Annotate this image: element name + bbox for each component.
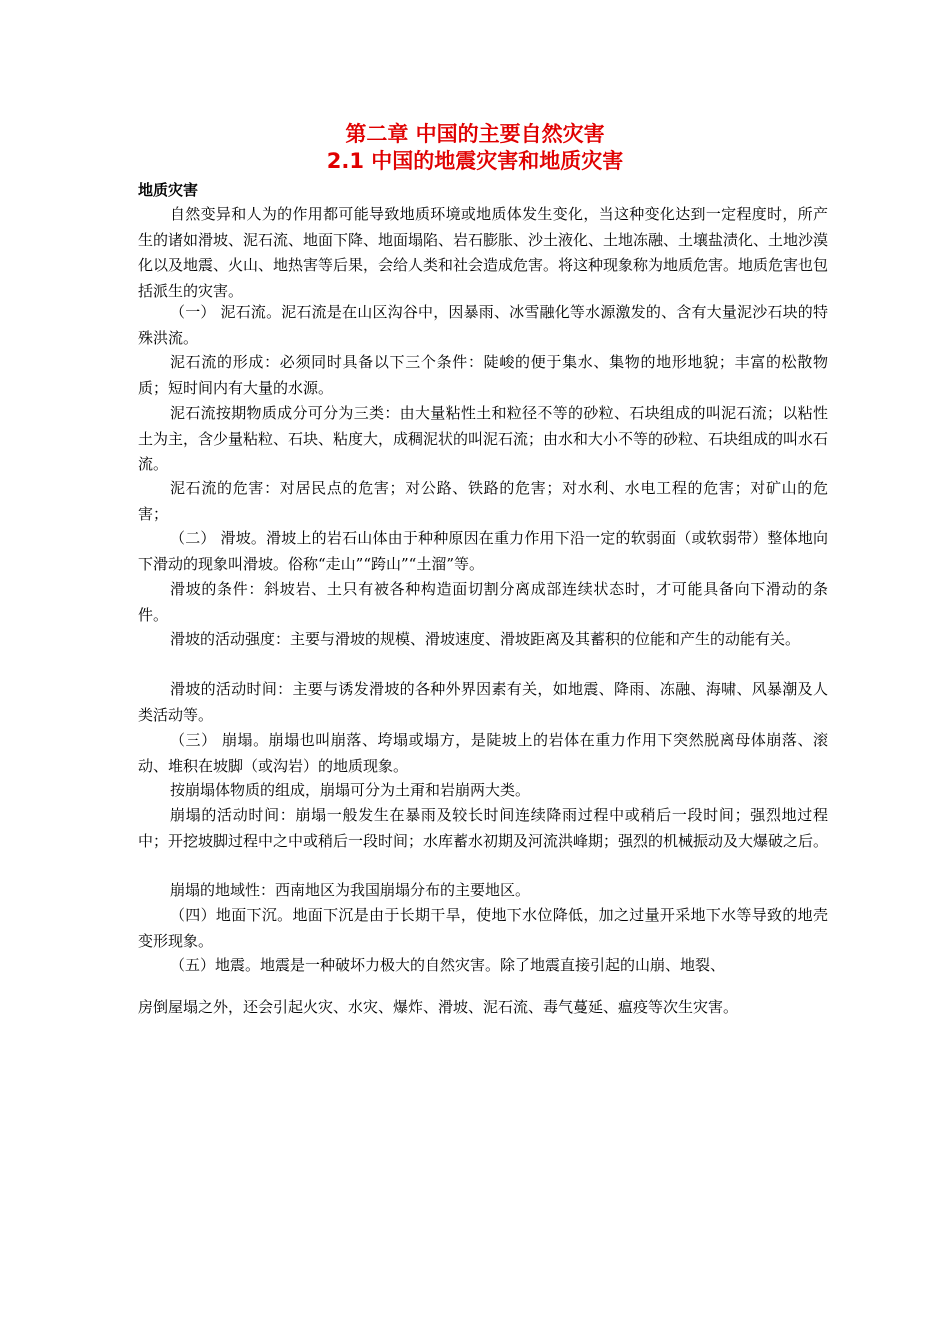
paragraph-debris-flow: （一） 泥石流。泥石流是在山区沟谷中，因暴雨、冰雪融化等水源激发的、含有大量泥沙石块的特殊洪流。 [138,303,828,347]
paragraph-subsidence: （四）地面下沉。地面下沉是由于长期干旱，使地下水位降低，加之过量开采地下水等导致的地壳变形现象。 [138,906,828,950]
paragraph-earthquake: （五）地震。地震是一种破坏力极大的自然灾害。除了地震直接引起的山崩、地裂、 [170,956,726,974]
paragraph-earthquake-continued: 房倒屋塌之外，还会引起火灾、水灾、爆炸、滑坡、泥石流、毒气蔓延、瘟疫等次生灾害。 [138,998,739,1016]
paragraph-collapse-timing: 崩塌的活动时间：崩塌一般发生在暴雨及较长时间连续降雨过程中或稍后一段时间；强烈地过程中；开挖坡脚过程中之中或稍后一段时间；水库蓄水初期及河流洪峰期；强烈的机械振动及大爆破之后。 [138,806,829,850]
paragraph-collapse: （三） 崩塌。崩塌也叫崩落、垮塌或塌方，是陡坡上的岩体在重力作用下突然脱离母体崩落、滚动、堆积在坡脚（或沟岩）的地质现象。 [138,731,828,775]
paragraph-landslide-conditions: 滑坡的条件：斜坡岩、土只有被各种构造面切割分离成部连续状态时，才可能具备向下滑动的条件。 [138,580,828,624]
chapter-title: 第二章 中国的主要自然灾害 [345,122,605,146]
paragraph-collapse-types: 按崩塌体物质的组成，崩塌可分为土甭和岩崩两大类。 [170,781,531,799]
subsection-heading: 地质灾害 [138,181,199,199]
paragraph-debris-flow-hazards: 泥石流的危害：对居民点的危害；对公路、铁路的危害；对水利、水电工程的危害；对矿山的危害； [138,479,828,523]
section-title: 2.1 中国的地震灾害和地质灾害 [326,149,624,173]
paragraph-debris-flow-formation: 泥石流的形成：必须同时具备以下三个条件：陡峻的便于集水、集物的地形地貌；丰富的松散物质；短时间内有大量的水源。 [138,353,828,397]
paragraph-landslide-timing: 滑坡的活动时间：主要与诱发滑坡的各种外界因素有关，如地震、降雨、冻融、海啸、风暴潮及人类活动等。 [138,680,828,724]
paragraph-collapse-region: 崩塌的地域性：西南地区为我国崩塌分布的主要地区。 [170,881,531,899]
paragraph-landslide: （二） 滑坡。滑坡上的岩石山体由于种种原因在重力作用下沿一定的软弱面（或软弱带）整体地向下滑动的现象叫滑坡。俗称“走山”“跨山”“土溜”等。 [138,529,828,573]
paragraph-landslide-intensity: 滑坡的活动强度：主要与滑坡的规模、滑坡速度、滑坡距离及其蓄积的位能和产生的动能有关。 [170,630,801,648]
paragraph-intro: 自然变异和人为的作用都可能导致地质环境或地质体发生变化，当这种变化达到一定程度时，所产生的诸如滑坡、泥石流、地面下降、地面塌陷、岩石膨胀、沙土液化、土地冻融、土壤盐渍化、土地沙漠化以及地震、火山、地热害等后果，会给人类和社会造成危害。将这种现象称为地质危害。地质危害也包括派生的灾害。 [138,205,829,300]
paragraph-debris-flow-types: 泥石流按期物质成分可分为三类：由大量粘性土和粒径不等的砂粒、石块组成的叫泥石流；以粘性土为主，含少量粘粒、石块、粘度大，成稠泥状的叫泥石流；由水和大小不等的砂粒、石块组成的叫水石流。 [138,404,829,473]
